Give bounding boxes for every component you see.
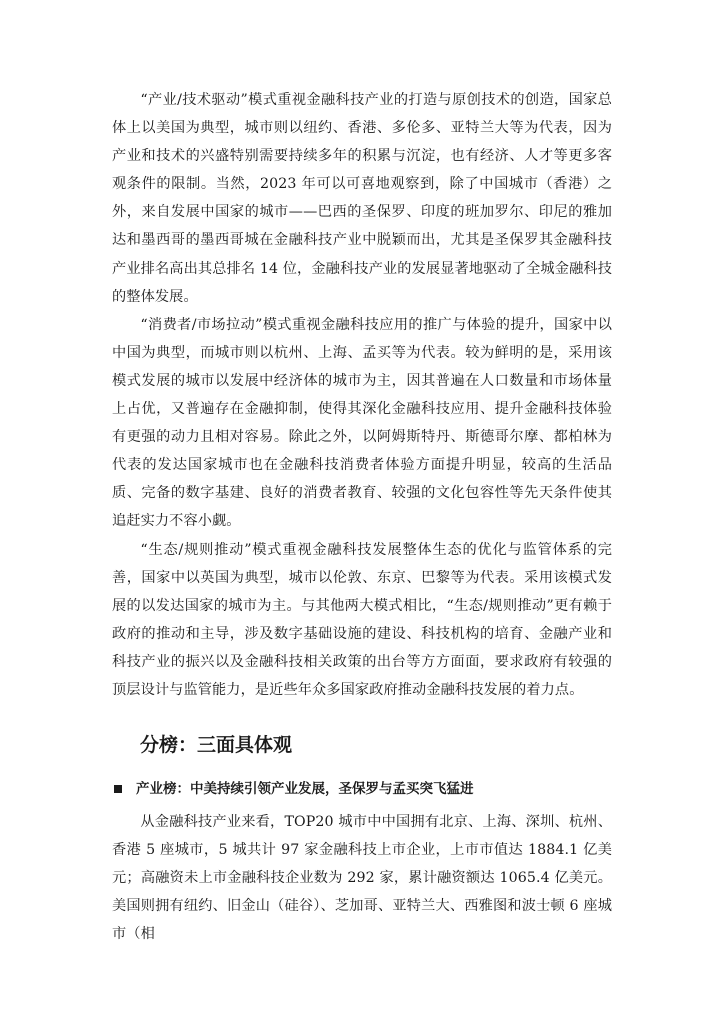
- document-page: [112, 86, 612, 949]
- sub-heading-text: 产业榜：中美持续引领产业发展，圣保罗与孟买突飞猛进: [136, 781, 474, 798]
- paragraph-ecosystem-rules-push: “生态/规则推动”模式重视金融科技发展整体生态的优化与监管体系的完善，国家中以英国为典型，城市以伦敦、东京、巴黎等为代表。采用该模式发展的以发达国家的城市为主。与其他两大模式相比，“生态/规则推动”更有赖于政府的推动和主导，涉及数字基础设施的建设、科技机构的培育、金融产业和科技产业的振兴以及金融科技相关政策的出台等方方面面，要求政府有较强的顶层设计与监管能力，是近些年众多国家政府推动金融科技发展的着力点。: [112, 541, 612, 698]
- paragraph-industry-tech-driven: “产业/技术驱动”模式重视金融科技产业的打造与原创技术的创造，国家总体上以美国为典型，城市则以纽约、香港、多伦多、亚特兰大等为代表，因为产业和技术的兴盛特别需要持续多年的积累与沉淀，也有经济、人才等更多客观条件的限制。当然，2023 年可以可喜地观察到，除了中国城市（香港）之外，来自发展中国家的城市——巴西的圣保罗、印度的班加罗尔、印尼的雅加达和墨西哥的墨西哥城在金融科技产业中脱颖而出，尤其是圣保罗其金融科技产业排名高出其总排名 14 位，金融科技产业的发展显著地驱动了全城金融科技的整体发展。: [112, 92, 612, 305]
- paragraph-consumer-market-pull: “消费者/市场拉动”模式重视金融科技应用的推广与体验的提升，国家中以中国为典型，而城市则以杭州、上海、孟买等为代表。较为鲜明的是，采用该模式发展的城市以发展中经济体的城市为主，因其普遍在人口数量和市场体量上占优，又普遍存在金融抑制，使得其深化金融科技应用、提升金融科技体验有更强的动力且相对容易。除此之外，以阿姆斯特丹、斯德哥尔摩、都柏林为代表的发达国家城市也在金融科技消费者体验方面提升明显，较高的生活品质、完备的数字基建、良好的消费者教育、较强的文化包容性等先天条件使其追赶实力不容小觑。: [112, 316, 612, 530]
- square-bullet-icon: [114, 785, 122, 793]
- paragraph-industry-ranking: 从金融科技产业来看，TOP20 城市中中国拥有北京、上海、深圳、杭州、香港 5 座城市，5 城共计 97 家金融科技上市企业，上市市值达 1884.1 亿美元；高融资未上市金融科技企业数为 292 家，累计融资额达 1065.4 亿美元。美国则拥有纽约、旧金山（硅谷）、芝加哥、亚特兰大、西雅图和波士顿 6 座城市（相: [112, 814, 612, 943]
- section-heading: 分榜：三面具体观: [140, 734, 293, 757]
- sub-heading: [112, 776, 612, 802]
